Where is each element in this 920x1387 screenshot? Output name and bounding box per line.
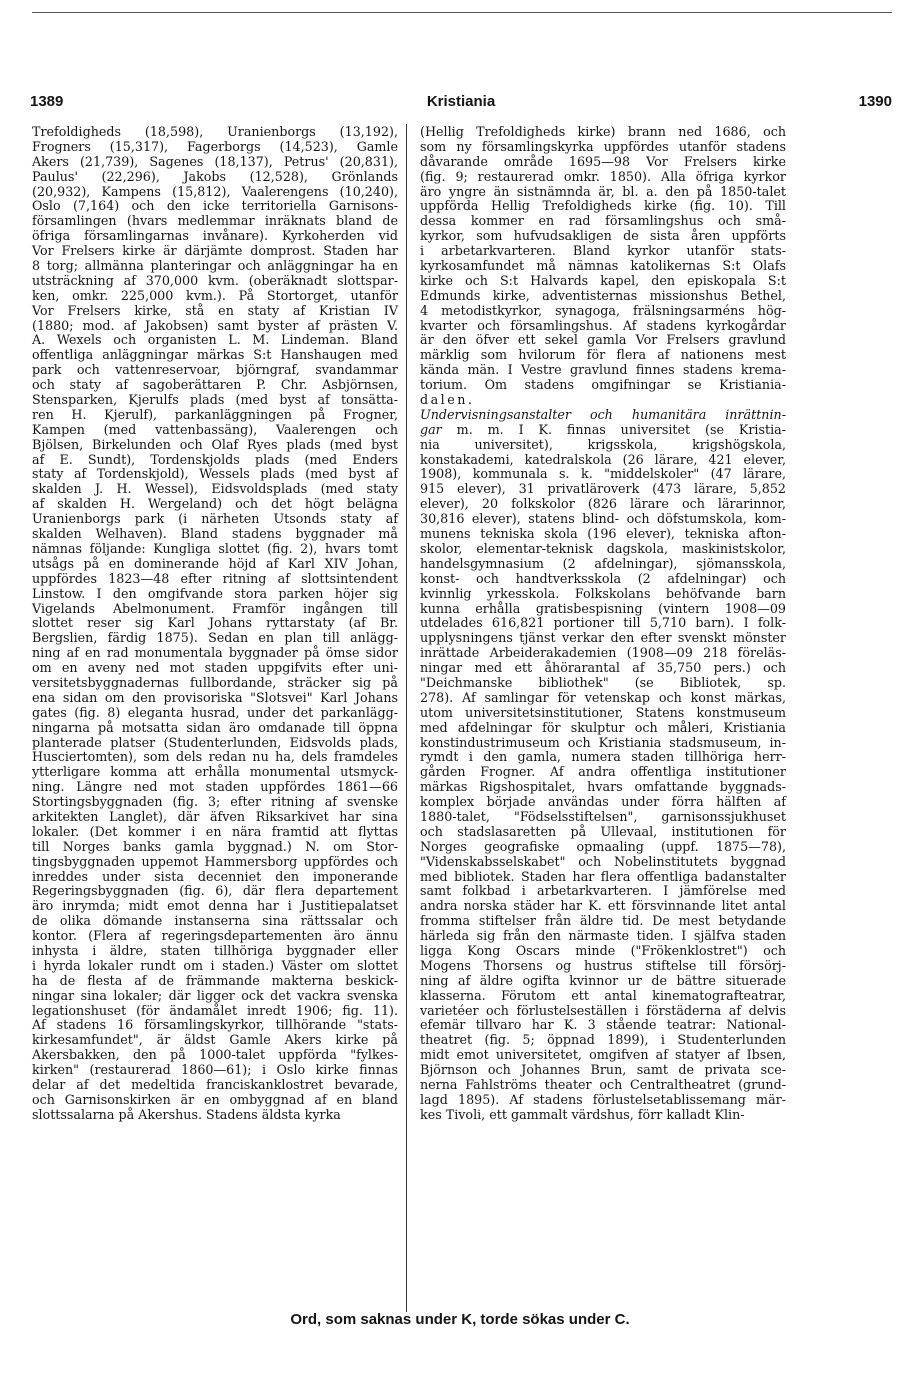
text-line: inhysta i äldre, staten tillhöriga byggnader eller xyxy=(32,942,398,958)
text-line: församlingen (hvars medlemmar inräknats bland de xyxy=(32,213,398,229)
text-line: Vor Frelsers kirke är därjämte domprost. Staden har xyxy=(32,243,398,259)
text-line: Linstow. I den omgifvande stora parken höjer sig xyxy=(32,585,398,601)
text-line: Vor Frelsers kirke, stå en staty af Kristian IV xyxy=(32,302,398,318)
text-line: ken, omkr. 225,000 kvm.). På Stortorget, utanför xyxy=(32,287,398,303)
column-divider xyxy=(406,124,407,1312)
text-line: med afdelningar för skulptur och måleri, Kristiania xyxy=(420,719,786,735)
text-line: till Norges banks gamla byggnad.) N. om Stor- xyxy=(32,838,398,854)
text-line: dåvarande område 1695—98 Vor Frelsers kirke xyxy=(420,153,786,169)
text-line: ren H. Kjerulf), parkanläggningen på Frogner, xyxy=(32,406,398,422)
text-line: ning. Längre ned mot staden uppfördes 1861—66 xyxy=(32,779,398,795)
text-line: Husciertomten), som dels redan nu ha, dels framdeles xyxy=(32,749,398,765)
top-rule xyxy=(32,12,892,13)
text-line: Regeringsbyggnaden (fig. 6), där flera departement xyxy=(32,883,398,899)
text-line: med bibliotek. Staden har flera offentliga badanstalter xyxy=(420,868,786,884)
text-line: och staty af sagoberättaren P. Chr. Asbjörnsen, xyxy=(32,377,398,393)
text-line: i hyrda lokaler rundt om i staden.) Väster om slottet xyxy=(32,957,398,973)
text-line: (20,932), Kampens (15,812), Vaalerengens (10,240), xyxy=(32,183,398,199)
text-line: offentliga anläggningar märkas S:t Hanshaugen med xyxy=(32,347,398,363)
text-line: (fig. 9; restaurerad omkr. 1850). Alla öfriga kyrkor xyxy=(420,168,786,184)
text-line: utom universitetsinstitutioner, Statens konstmuseum xyxy=(420,704,786,720)
text-line: torium. Om stadens omgifningar se Kristiania- xyxy=(420,377,786,393)
text-line: nämnas följande: Kungliga slottet (fig. 2), hvars tomt xyxy=(32,540,398,556)
text-line: och stadslasaretten på Ullevaal, institutionen för xyxy=(420,823,786,839)
text-line: är den öfver ett sekel gamla Vor Frelsers gravlund xyxy=(420,332,786,348)
text-line: uppfördes 1823—48 efter ritning af slottsintendent xyxy=(32,570,398,586)
text-line: nia universitet), krigsskola, krigshögskola, xyxy=(420,436,786,452)
text-line: samt folkbad i arbetarkvarteren. I jämförelse med xyxy=(420,883,786,899)
text-line: Undervisningsanstalter och humanitära inrättnin- xyxy=(420,406,786,422)
text-line: ning af en rad monumentala byggnader på ömse sidor xyxy=(32,645,398,661)
text-line: ha de flesta af de främmande makterna beskick- xyxy=(32,972,398,988)
text-line: ytterligare komma att erhålla monumental utsmyck- xyxy=(32,764,398,780)
text-line: park och vattenreservoar, björngraf, svandammar xyxy=(32,362,398,378)
text-line: Mogens Thorsens og hustrus stiftelse till försörj- xyxy=(420,957,786,973)
left-column xyxy=(32,125,398,1123)
text-line: kvarter och församlingshus. Af stadens kyrkogårdar xyxy=(420,317,786,333)
text-line: Frogners (15,317), Fagerborgs (14,523), Gamle xyxy=(32,138,398,154)
text-line: nerna Fahlströms theater och Centraltheatret (grund- xyxy=(420,1077,786,1092)
text-line: lagd 1895). Af stadens förlustelsetablissemang mär- xyxy=(420,1091,786,1107)
text-line: 8 torg; allmänna planteringar och anläggningar ha en xyxy=(32,258,398,274)
text-line: de olika dömande instanserna sina rättssalar och xyxy=(32,913,398,929)
text-line: inrättade Arbeiderakademien (1908—09 218 föreläs- xyxy=(420,645,786,661)
text-line: utdelades 616,821 portioner till 5,710 barn). I folk- xyxy=(420,615,786,631)
text-line: skalden Welhaven). Bland stadens byggnader må xyxy=(32,526,398,542)
text-line: ningarna på motsatta sidan äro omdanade till öppna xyxy=(32,719,398,735)
text-line: 915 elever), 31 privatläroverk (473 lärare, 5,852 xyxy=(420,481,786,497)
text-line: som ny församlingskyrka uppfördes utanför stadens xyxy=(420,138,786,154)
text-line: varietéer och förlustelseställen i förstäderna af delvis xyxy=(420,1002,786,1018)
text-line: gården Frogner. Af andra offentliga institutioner xyxy=(420,764,786,780)
text-line: Stensparken, Kjerulfs plads (med byst af tonsätta- xyxy=(32,392,398,408)
text-line: kända män. I Vestre gravlund finnes stadens krema- xyxy=(420,362,786,378)
page-header xyxy=(30,93,892,115)
text-line: upplysningens tjänst verkar den efter svenskt mönster xyxy=(420,630,786,646)
text-line: midt emot universitetet, omgifven af statyer af Ibsen, xyxy=(420,1047,786,1063)
italic-fragment: gar xyxy=(420,421,442,437)
text-line: lokaler. (Det kommer i en nära framtid att flyttas xyxy=(32,823,398,839)
text-line: klasserna. Förutom ett antal kinematografteatrar, xyxy=(420,987,786,1003)
footer-note: Ord, som saknas under K, torde sökas under C. xyxy=(290,1311,630,1328)
text-line: delar af det medeltida franciskanklostret bevarade, xyxy=(32,1077,398,1092)
text-line: Norges geografiske opmaaling (uppf. 1875—78), xyxy=(420,838,786,854)
text-line: Paulus' (22,296), Jakobs (12,528), Grönlands xyxy=(32,168,398,184)
text-line: af skalden H. Wergeland) och det högt belägna xyxy=(32,496,398,512)
text-fragment: m. m. I K. finnas universitet (se Kristia- xyxy=(441,421,786,437)
text-line: kvinnlig yrkesskola. Folkskolans behöfvande barn xyxy=(420,585,786,601)
text-line: kes Tivoli, ett gammalt värdshus, förr kalladt Klin- xyxy=(420,1106,745,1122)
text-line: legationshuset (för ändamålet inredt 1906; fig. 11). xyxy=(32,1002,398,1018)
text-line: "Deichmanske bibliothek" (se Bibliotek, sp. xyxy=(420,674,786,690)
text-line: Akers (21,739), Sagenes (18,137), Petrus' (20,831), xyxy=(32,153,398,169)
text-line: härleda sig från den närmaste tiden. I själfva staden xyxy=(420,928,786,944)
text-line: konstindustrimuseum och Kristiania stadsmuseum, in- xyxy=(420,734,786,750)
text-line: dalen. xyxy=(420,392,475,408)
text-line: konst- och handtverksskola (2 afdelningar) och xyxy=(420,570,786,586)
text-line: kyrkor, som hufvudsakligen de sista åren uppförts xyxy=(420,228,786,244)
text-line: märkas Rigshospitalet, hvars omfattande byggnads- xyxy=(420,779,786,795)
text-line: om en aveny ned mot staden uppgifvits efter uni- xyxy=(32,660,398,676)
text-line: Af stadens 16 församlingskyrkor, tillhörande "stats- xyxy=(32,1017,398,1033)
text-line: uppförda Hellig Trefoldigheds kirke (fig. 10). Till xyxy=(420,198,786,214)
text-line: 1880-talet, "Födselsstiftelsen", garnisonssjukhuset xyxy=(420,808,786,824)
text-line: munens tekniska skola (196 elever), tekniska afton- xyxy=(420,526,786,542)
text-line: skolor, elementar-teknisk dagskola, maskinistskolor, xyxy=(420,540,786,556)
text-line: i arbetarkvarteren. Bland kyrkor utanför stats- xyxy=(420,243,786,259)
text-line: versitetsbyggnadernas fullbordande, sträcker sig på xyxy=(32,674,398,690)
text-line: Trefoldigheds (18,598), Uranienborgs (13,192), xyxy=(32,124,398,139)
text-line: tingsbyggnaden uppemot Hammersborg uppfördes och xyxy=(32,853,398,869)
text-line: ning af äldre ogifta kvinnor ur de bättre situerade xyxy=(420,972,786,988)
text-line: 278). Af samlingar för vetenskap och konst märkas, xyxy=(420,689,786,705)
text-line: och Garnisonskirken är en ombyggnad af en bland xyxy=(32,1091,398,1107)
text-line: kunna erhålla gratisbespisning (vintern 1908—09 xyxy=(420,600,786,616)
text-line: 30,816 elever), statens blind- och döfstumskola, kom- xyxy=(420,511,786,527)
text-line: dessa kommer en rad församlingshus och små- xyxy=(420,213,786,229)
text-line: arkitekten Langlet), där äfven Riksarkivet har sina xyxy=(32,808,398,824)
text-line: äro yngre än sistnämnda är, bl. a. den på 1850-talet xyxy=(420,183,786,199)
text-line: Uranienborgs park (i närheten Utsonds staty af xyxy=(32,511,398,527)
text-line: Oslo (7,164) och den icke territoriella Garnisons- xyxy=(32,198,398,214)
text-line: rymdt i den gamla, numera staden tillhöriga herr- xyxy=(420,749,786,765)
text-line: utsträckning af 370,000 kvm. (oberäknadt slottspar- xyxy=(32,272,398,288)
text-line: Kampen (med vattenbassäng), Vaalerengen och xyxy=(32,421,398,437)
text-line: (Hellig Trefoldigheds kirke) brann ned 1686, och xyxy=(420,124,786,139)
text-line: ena sidan om den provisoriska "Slotsvei" Karl Johans xyxy=(32,689,398,705)
text-line: planterade platser (Studenterlunden, Eidsvolds plads, xyxy=(32,734,398,750)
text-line: komplex började användas under förra hälften af xyxy=(420,794,786,810)
text-line: Akersbakken, den på 1000-talet uppförda "fylkes- xyxy=(32,1047,398,1063)
text-line: 1908), kommunala s. k. "middelskoler" (47 lärare, xyxy=(420,466,786,482)
text-line: ligga Kong Oscars minde ("Frökenklostret") och xyxy=(420,942,786,958)
text-line: inreddes under sista decenniet den imponerande xyxy=(32,868,398,884)
text-line: "Videnskabsselskabet" och Nobelinstitutets byggnad xyxy=(420,853,786,869)
page-title: Kristiania xyxy=(426,93,496,110)
text-line: staty af Tordenskjold), Wessels plads (med byst af xyxy=(32,466,398,482)
text-line: kyrkosamfundet må nämnas katolikernas S:t Olafs xyxy=(420,258,786,274)
text-line: slottssalarna på Akershus. Stadens äldsta kyrka xyxy=(32,1106,341,1122)
text-line: slottet reser sig Karl Johans ryttarstaty (af Br. xyxy=(32,615,398,631)
text-line: ningar sina lokaler; där ligger ock det vackra svenska xyxy=(32,987,398,1003)
text-line: Björnson och Johannes Brun, samt de privata sce- xyxy=(420,1062,786,1078)
text-line: af E. Sundt), Tordenskjolds plads (med Enders xyxy=(32,451,398,467)
text-line: utsågs på en dominerande höjd af Karl XIV Johan, xyxy=(32,555,398,571)
right-column xyxy=(420,125,786,1123)
text-line: gates (fig. 8) eleganta husrad, under det parkanlägg- xyxy=(32,704,398,720)
text-line: andra norska städer har K. ett försvinnande litet antal xyxy=(420,898,786,914)
text-line: äro inrymda; midt emot denna har i Justitiepalatset xyxy=(32,898,398,914)
text-line: Bergslien, färdig 1875). Sedan en plan till anlägg- xyxy=(32,630,398,646)
text-line: 4 metodistkyrkor, synagoga, frälsningsarméns hög- xyxy=(420,302,786,318)
text-line: A. Wexels och organisten L. M. Lindeman. Bland xyxy=(32,332,398,348)
text-line: kirken" (restaurerad 1860—61); i Oslo kirke finnas xyxy=(32,1062,398,1078)
text-line: elever), 20 folkskolor (826 lärare och lärarinnor, xyxy=(420,496,786,512)
text-line xyxy=(420,423,786,438)
text-line: efemär tillvaro har K. 3 stående teatrar: National- xyxy=(420,1017,786,1033)
text-line: fromma stiftelser från äldre tid. De mest betydande xyxy=(420,913,786,929)
text-line: Stortingsbyggnaden (fig. 3; efter ritning af svenske xyxy=(32,794,398,810)
text-line: Bjölsen, Birkelunden och Olaf Ryes plads (med byst xyxy=(32,436,398,452)
text-line: handelsgymnasium (2 afdelningar), sjömansskola, xyxy=(420,555,786,571)
text-line: konstakademi, katedralskola (26 lärare, 421 elever, xyxy=(420,451,786,467)
text-line: ningar med ett åhörarantal af 35,750 pers.) och xyxy=(420,660,786,676)
text-line: Vigelands Abelmonument. Framför ingången till xyxy=(32,600,398,616)
text-line: Edmunds kirke, adventisternas missionshus Bethel, xyxy=(420,287,786,303)
text-line: skalden J. H. Wessel), Eidsvoldsplads (med staty xyxy=(32,481,398,497)
text-line: öfriga församlingarnas invånare). Kyrkoherden vid xyxy=(32,228,398,244)
text-line: kontor. (Flera af regeringsdepartementen äro ännu xyxy=(32,928,398,944)
text-line: kirkesamfundet", är äldst Gamle Akers kirke på xyxy=(32,1032,398,1048)
page-number-left: 1389 xyxy=(30,93,64,110)
text-line: theatret (fig. 5; öppnad 1899), i Studenterlunden xyxy=(420,1032,786,1048)
text-line: märklig som hvilorum för flera af nationens mest xyxy=(420,347,786,363)
text-line: kirke och S:t Halvards kapel, den episkopala S:t xyxy=(420,272,786,288)
text-line: (1880; mod. af Jakobsen) samt byster af prästen V. xyxy=(32,317,398,333)
page-number-right: 1390 xyxy=(858,93,892,110)
